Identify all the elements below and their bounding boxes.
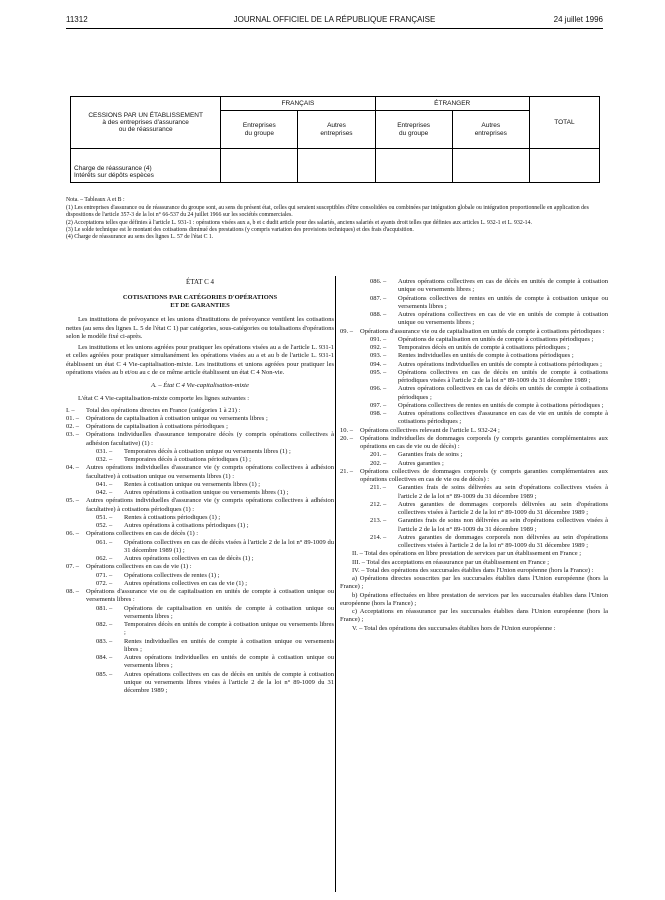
line-number: 05. – xyxy=(66,497,79,505)
line-text: Opérations collectives en cas de décès (1) : xyxy=(86,530,199,538)
line-text: Opérations collectives en cas de vie (1) : xyxy=(86,563,192,571)
line-item xyxy=(66,415,334,423)
line-text: Opérations collectives de rentes en unités de compte à cotisations périodiques ; xyxy=(398,401,604,409)
line-item xyxy=(66,580,334,588)
line-text: Autres opérations à cotisations périodiques (1) ; xyxy=(124,522,249,530)
line-text: Autres garanties de dommages corporels non délivrées au sein d'opérations collectives visées à l'article 2 de la loi n° 89-1009 du 31 décembre 1989 ; xyxy=(398,533,608,549)
line-text: Autres opérations individuelles d'assurance vie (y compris opérations collectives à adhésion facultative) à cotisations périodiques (1) : xyxy=(86,497,334,513)
journal-title: JOURNAL OFFICIEL DE LA RÉPUBLIQUE FRANÇAISE xyxy=(233,15,436,24)
line-number: 03. – xyxy=(66,431,79,439)
paragraph: L'état C 4 Vie-capitalisation-mixte comporte les lignes suivantes : xyxy=(78,395,250,403)
column-divider xyxy=(335,276,336,892)
line-text: Garanties frais de soins délivrées au sein d'opérations collectives visées à l'article 2 de la loi n° 89-1009 du 31 décembre 1989 ; xyxy=(398,484,608,500)
paragraph: Les institutions et les unions agréées pour pratiquer les opérations visées au a de l'article L. 931-1 et celles agréées pour pratiquer simultanément les opérations visées au a et au b de l'article L. 931-1 établissent un état C 4 Vie-capitalisation-mixte. Les institutions et unions agréées pour pratiquer les opérations visées au b et/ou au c de ce même article établissent un état C 4 Non-vie. xyxy=(66,344,334,376)
line-item xyxy=(66,588,334,605)
line-item xyxy=(66,431,334,448)
line-item xyxy=(66,621,334,638)
paragraph: III. – Total des acceptations en réassurance par un établissement en France ; xyxy=(352,558,550,566)
line-text: Autres opérations collectives en cas de décès en unités de compte à cotisation unique ou versements libres visées à l'article 2 de la loi n° 89-1009 du 31 décembre 1989 ; xyxy=(124,670,334,695)
line-number: 04. – xyxy=(66,464,79,472)
line-text: Autres opérations collectives en cas de décès en unités de compte à cotisation unique ou versements libres ; xyxy=(398,278,608,294)
line-number: 213. – xyxy=(370,517,387,525)
line-item xyxy=(340,344,608,352)
line-item xyxy=(66,407,334,415)
line-item xyxy=(340,369,608,386)
line-text: Autres opérations individuelles en unités de compte à cotisations périodiques ; xyxy=(398,360,602,368)
cessions-table xyxy=(70,96,600,183)
issue-date: 24 juillet 1996 xyxy=(553,15,603,24)
note-4: (4) Charge de réassurance au sens des lignes L. 57 de l'état C 1. xyxy=(66,234,214,241)
line-text: Opérations d'assurance vie ou de capitalisation en unités de compte à cotisations périodiques : xyxy=(360,327,605,335)
line-number: 02. – xyxy=(66,423,79,431)
line-text: Opérations collectives en cas de décès visées à l'article 2 de la loi n° 89-1009 du 31 décembre 1989 (1) ; xyxy=(124,538,334,554)
note-3: (3) Le solde technique est le montant des cotisations diminué des prestations (y compris variation des provisions techniques) et des frais d'acquisition. xyxy=(66,226,414,233)
sub-et-autres: Autres entreprises xyxy=(452,111,529,149)
line-number: 10. – xyxy=(340,426,353,434)
line-item xyxy=(340,385,608,402)
etat-title: ÉTAT C 4 xyxy=(185,278,215,286)
line-item xyxy=(66,638,334,655)
line-item xyxy=(340,402,608,410)
line-item xyxy=(340,534,608,551)
header-rule xyxy=(66,28,603,29)
line-number: 214. – xyxy=(370,533,387,541)
line-number: 01. – xyxy=(66,414,79,422)
line-item xyxy=(340,352,608,360)
line-text: Temporaires décès en unités de compte à cotisation unique ou versements libres ; xyxy=(124,621,334,637)
line-item xyxy=(66,654,334,671)
line-item xyxy=(340,336,608,344)
line-item xyxy=(66,448,334,456)
paragraph: Les institutions de prévoyance et les unions d'institutions de prévoyance ventilent les cotisations nettes (au sens des lignes L. 5 de l'état C 1) par catégories, sous-catégories ou totalisations d'opérations selon le modèle fixé ci-après. xyxy=(66,316,334,340)
line-number: 071. – xyxy=(96,571,113,579)
line-item xyxy=(66,563,334,571)
line-number: 032. – xyxy=(96,456,113,464)
table-notes xyxy=(66,197,603,241)
line-text: Opérations de capitalisation en unités de compte à cotisation unique ou versements libres ; xyxy=(124,604,334,620)
line-number: 062. – xyxy=(96,555,113,563)
line-item xyxy=(340,427,608,435)
line-number: 093. – xyxy=(370,352,387,360)
line-text: Autres opérations individuelles d'assurance vie (y compris opérations collectives à adhésion facultative) à cotisation unique ou versements libres (1) : xyxy=(86,464,334,480)
paragraph: b) Opérations effectuées en libre prestation de services par les succursales établies dans l'Union européenne (hors la France) ; xyxy=(340,591,608,607)
note-1: (1) Les entreprises d'assurance ou de réassurance du groupe sont, au sens du présent état, celles qui seraient susceptibles d'être consolidées ou combinées par intégration globale ou intégration proportionnelle en application des dispositions de l'article 357-3 de la loi n° 66-537 du 24 juillet 1966 sur les sociétés commerciales. xyxy=(66,205,589,219)
line-text: Autres opérations collectives en cas de vie en unités de compte à cotisation unique ou versements libres ; xyxy=(398,311,608,327)
cell-empty xyxy=(452,149,529,183)
line-number: 08. – xyxy=(66,588,79,596)
line-number: 061. – xyxy=(96,538,113,546)
line-number: 084. – xyxy=(96,654,113,662)
line-item xyxy=(66,605,334,622)
line-number: 082. – xyxy=(96,621,113,629)
line-text: Autres garanties de dommages corporels délivrées au sein d'opérations collectives visées à l'article 2 de la loi n° 89-1009 du 31 décembre 1989 ; xyxy=(398,500,608,516)
page-number: 11312 xyxy=(66,15,88,24)
line-item xyxy=(66,522,334,530)
line-number: 09. – xyxy=(340,327,353,335)
line-number: 098. – xyxy=(370,410,387,417)
paragraph: c) Acceptations en réassurance par les succursales établies dans l'Union européenne (hors la France) ; xyxy=(340,608,608,624)
line-item xyxy=(66,539,334,556)
row-interets-depots: Intérêts sur dépôts espèces xyxy=(74,171,154,179)
row-charge-reassurance: Charge de réassurance (4) xyxy=(74,164,152,172)
line-list xyxy=(66,407,334,696)
etat-subtitle-2: ET DE GARANTIES xyxy=(170,302,230,310)
line-number: 201. – xyxy=(370,451,387,459)
line-text: Garanties frais de soins ; xyxy=(398,451,463,459)
line-number: 052. – xyxy=(96,522,113,530)
line-number: 212. – xyxy=(370,500,387,508)
cell-empty xyxy=(375,149,452,183)
line-item xyxy=(66,489,334,497)
left-column xyxy=(66,278,334,695)
line-item xyxy=(66,423,334,431)
header-etranger: ÉTRANGER xyxy=(375,97,529,111)
line-item xyxy=(340,311,608,328)
sub-et-groupe: Entreprises du groupe xyxy=(375,111,452,149)
table-corner-label: CESSIONS PAR UN ÉTABLISSEMENT à des entreprises d'assurance ou de réassurance xyxy=(71,97,221,149)
line-item xyxy=(66,555,334,563)
section-heading: A. – État C 4 Vie-capitalisation-mixte xyxy=(151,382,249,390)
note-2: (2) Acceptations telles que définies à l'article L. 931-1 : opérations visées aux a, b et c dudit article pour des salariés, anciens salariés et ayants droit telles que définies aux articles L. 932-1 et L. 932-14. xyxy=(66,219,532,226)
line-item xyxy=(66,464,334,481)
line-number: 095. – xyxy=(370,368,387,376)
line-text: Opérations individuelles de dommages corporels (y compris garanties complémentaires aux opérations en cas de vie ou de décès) : xyxy=(360,434,608,450)
paragraph: V. – Total des opérations des succursales établies hors de l'Union européenne : xyxy=(352,624,556,632)
line-item xyxy=(340,410,608,427)
line-number: 096. – xyxy=(370,385,387,393)
line-text: Opérations collectives relevant de l'article L. 932-24 ; xyxy=(360,426,500,434)
line-number: 081. – xyxy=(96,604,113,612)
line-text: Autres opérations collectives en cas de décès (1) ; xyxy=(124,555,254,563)
line-number: 072. – xyxy=(96,579,113,587)
line-text: Rentes à cotisation unique ou versements libres (1) ; xyxy=(124,480,261,488)
line-item xyxy=(66,497,334,514)
line-item xyxy=(340,278,608,295)
line-text: Temporaires décès en unités de compte à cotisations périodiques ; xyxy=(398,344,570,351)
cell-empty xyxy=(221,149,298,183)
line-text: Opérations de capitalisation à cotisations périodiques ; xyxy=(86,423,228,431)
notes-intro: Nota. – Tableaux A et B : xyxy=(66,197,125,203)
line-number: 051. – xyxy=(96,513,113,521)
line-item xyxy=(66,671,334,696)
line-item xyxy=(66,456,334,464)
line-item xyxy=(66,481,334,489)
line-number: 202. – xyxy=(370,459,387,467)
line-text: Opérations collectives de dommages corporels (y compris garanties complémentaires aux opérations collectives en cas de vie ou de décès) : xyxy=(360,467,608,483)
right-column xyxy=(340,278,608,633)
line-number: 086. – xyxy=(370,278,387,285)
line-number: 06. – xyxy=(66,530,79,538)
line-text: Autres garanties ; xyxy=(398,459,444,467)
line-item xyxy=(340,451,608,459)
header-francais: FRANÇAIS xyxy=(221,97,375,111)
paragraph: II. – Total des opérations en libre prestation de services par un établissement en France ; xyxy=(352,550,582,558)
line-text: Opérations d'assurance vie ou de capitalisation en unités de compte à cotisation unique ou versements libres : xyxy=(86,588,334,604)
cell-empty xyxy=(529,149,599,183)
line-text: Rentes individuelles en unités de compte à cotisation unique ou versements libres ; xyxy=(124,637,334,653)
line-item xyxy=(66,572,334,580)
line-number: 21. – xyxy=(340,467,353,475)
line-number: 091. – xyxy=(370,335,387,343)
line-number: I. – xyxy=(66,406,75,414)
line-item xyxy=(340,484,608,501)
line-text: Temporaires décès à cotisations périodiques (1) ; xyxy=(124,456,251,464)
line-text: Garanties frais de soins non délivrées au sein d'opérations collectives visées à l'article 2 de la loi n° 89-1009 du 31 décembre 1989 ; xyxy=(398,517,608,533)
line-item xyxy=(340,501,608,518)
line-item xyxy=(340,328,608,336)
cell-empty xyxy=(298,149,375,183)
line-item xyxy=(340,517,608,534)
paragraph: IV. – Total des opérations des succursales établies dans l'Union européenne (hors la France) : xyxy=(352,566,594,574)
line-number: 031. – xyxy=(96,447,113,455)
line-item xyxy=(66,530,334,538)
line-number: 092. – xyxy=(370,344,387,351)
line-text: Autres opérations à cotisation unique ou versements libres (1) ; xyxy=(124,489,289,497)
line-text: Opérations collectives en cas de décès en unités de compte à cotisations périodiques visées à l'article 2 de la loi n° 89-1009 du 31 décembre 1989 ; xyxy=(398,368,608,384)
line-number: 097. – xyxy=(370,401,387,409)
line-text: Opérations collectives de rentes en unités de compte à cotisation unique ou versements libres ; xyxy=(398,294,608,310)
line-item xyxy=(340,435,608,452)
paragraph: a) Opérations directes souscrites par les succursales établies dans l'Union européenne (hors la France) ; xyxy=(340,575,608,591)
sub-fr-autres: Autres entreprises xyxy=(298,111,375,149)
line-number: 211. – xyxy=(370,484,387,492)
line-number: 041. – xyxy=(96,480,113,488)
header-total: TOTAL xyxy=(529,97,599,149)
line-text: Opérations collectives de rentes (1) ; xyxy=(124,571,220,579)
line-number: 094. – xyxy=(370,360,387,368)
line-text: Autres opérations collectives en cas de décès en unités de compte à cotisations périodiques ; xyxy=(398,385,608,401)
line-item xyxy=(66,514,334,522)
line-number: 20. – xyxy=(340,434,353,442)
line-text: Autres opérations collectives d'assurance en cas de vie en unités de compte à cotisations périodiques ; xyxy=(398,410,608,426)
line-number: 087. – xyxy=(370,294,387,302)
line-item xyxy=(340,361,608,369)
line-text: Temporaires décès à cotisation unique ou versements libres (1) ; xyxy=(124,447,291,455)
row-labels xyxy=(71,149,221,183)
line-number: 085. – xyxy=(96,670,113,678)
line-text: Rentes à cotisations périodiques (1) ; xyxy=(124,513,221,521)
line-text: Opérations de capitalisation en unités de compte à cotisations périodiques ; xyxy=(398,335,594,343)
line-text: Autres opérations individuelles en unités de compte à cotisation unique ou versements libres ; xyxy=(124,654,334,670)
line-text: Opérations individuelles d'assurance temporaire décès (y compris opérations collectives à adhésion facultative) (1) : xyxy=(86,431,334,447)
line-number: 088. – xyxy=(370,311,387,318)
line-text: Autres opérations collectives en cas de vie (1) ; xyxy=(124,579,248,587)
line-item xyxy=(340,460,608,468)
line-number: 07. – xyxy=(66,563,79,571)
line-item xyxy=(340,295,608,312)
line-number: 042. – xyxy=(96,489,113,497)
etat-subtitle-1: COTISATIONS PAR CATÉGORIES D'OPÉRATIONS xyxy=(122,293,278,301)
line-number: 083. – xyxy=(96,637,113,645)
line-text: Rentes individuelles en unités de compte à cotisations périodiques ; xyxy=(398,352,574,360)
line-list xyxy=(340,278,608,550)
line-text: Total des opérations directes en France (catégories 1 à 21) : xyxy=(86,406,241,414)
sub-fr-groupe: Entreprises du groupe xyxy=(221,111,298,149)
line-text: Opérations de capitalisation à cotisation unique ou versements libres ; xyxy=(86,414,268,422)
line-item xyxy=(340,468,608,485)
